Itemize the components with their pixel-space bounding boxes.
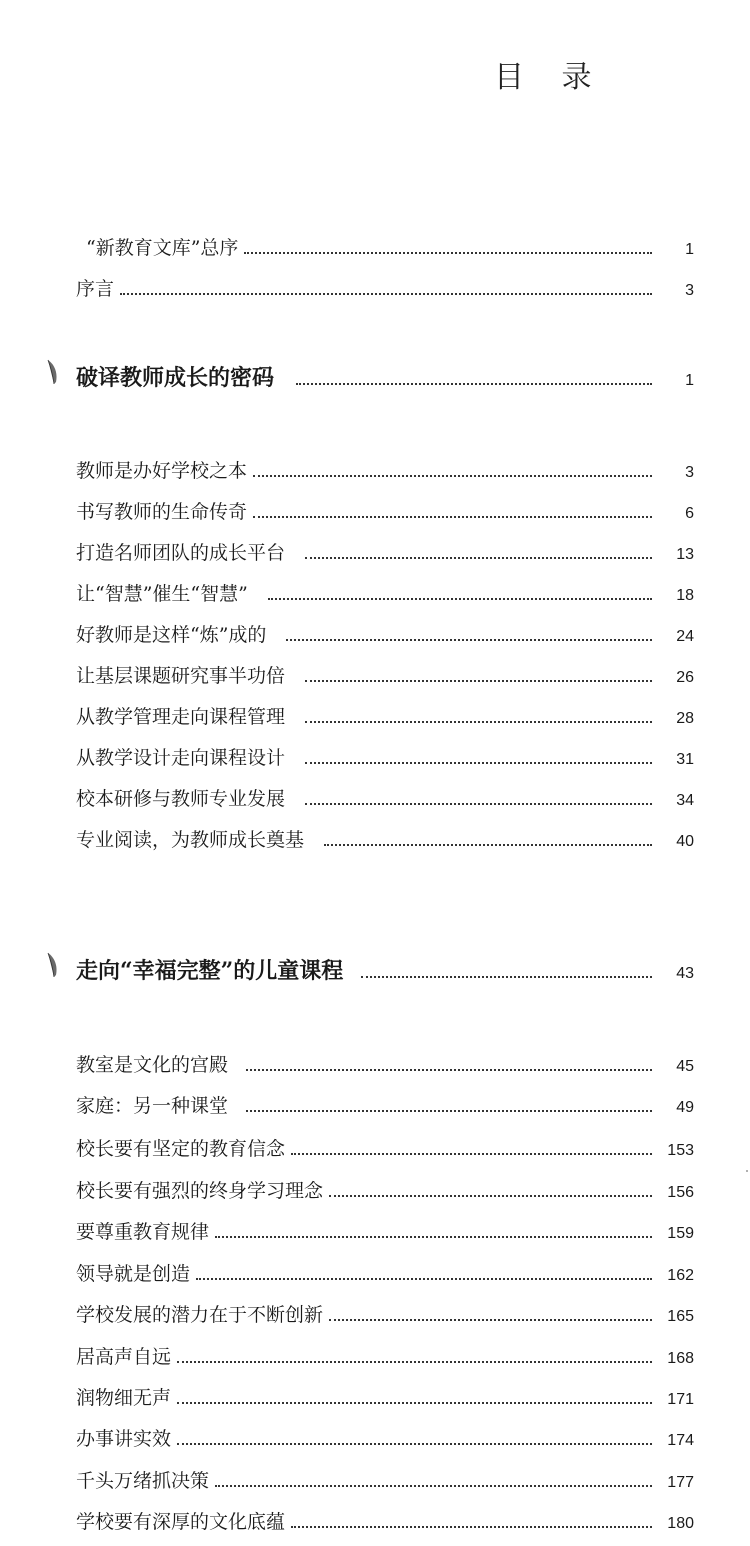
toc-entry-label: 办事讲实效 [76,1428,172,1450]
toc-leader-dots [329,1195,652,1197]
toc-leader-dots [215,1485,652,1487]
toc-leader-dots [177,1402,652,1404]
toc-page-number: 45 [676,1058,694,1075]
list-item [76,488,694,522]
toc-leader-dots [305,721,652,723]
toc-page-number: 3 [685,282,694,299]
list-item [76,652,694,686]
toc-page-number: 177 [667,1474,694,1491]
list-item [76,1374,694,1408]
list-item [76,1415,694,1449]
list-item [76,1333,694,1367]
toc-leader-dots [215,1236,652,1238]
toc-leader-dots [246,1110,652,1112]
toc-page-number: 168 [667,1350,694,1367]
toc-page-number: 1 [685,241,694,258]
scan-speck [746,1170,748,1172]
toc-page-number: 162 [667,1267,694,1284]
list-item [76,775,694,809]
list-item [76,570,694,604]
toc-entry-label: 教室是文化的宫殿 [76,1054,229,1076]
toc-leader-dots [329,1319,652,1321]
toc-entry-label: 专业阅读，为教师成长奠基 [76,829,305,851]
toc-leader-dots [253,475,652,477]
toc-entry-label: 学校发展的潜力在于不断创新 [76,1304,324,1326]
toc-page-number: 3 [685,464,694,481]
toc-leader-dots [305,803,652,805]
toc-page-number: 159 [667,1225,694,1242]
toc-page-number: 153 [667,1142,694,1159]
list-item [76,529,694,563]
list-item [76,1041,694,1075]
list-item [76,1082,694,1116]
toc-leader-dots [296,383,652,385]
toc-entry-label: 校长要有坚定的教育信念 [76,1138,286,1160]
toc-leader-dots [177,1361,652,1363]
list-item [76,1498,694,1532]
toc-entry-label: 从教学设计走向课程设计 [76,747,286,769]
toc-page-number: 171 [667,1391,694,1408]
toc-entry-label: “新教育文库”总序 [86,237,239,259]
toc-leader-dots [305,762,652,764]
list-item [76,1457,694,1491]
list-item [76,611,694,645]
toc-page-number: 28 [676,710,694,727]
toc-page-number: 34 [676,792,694,809]
list-item [76,1125,694,1159]
toc-page-number: 174 [667,1432,694,1449]
toc-entry-label: 校长要有强烈的终身学习理念 [76,1180,324,1202]
toc-leader-dots [361,976,652,978]
list-item [76,693,694,727]
toc-page-number: 43 [676,965,694,982]
toc-leader-dots [253,516,652,518]
toc-page-number: 6 [685,505,694,522]
toc-page-number: 49 [676,1099,694,1116]
toc-entry-label: 领导就是创造 [76,1263,191,1285]
toc-page-number: 18 [676,587,694,604]
toc-entry-label: 教师是办好学校之本 [76,460,248,482]
toc-entry-label: 打造名师团队的成长平台 [76,542,286,564]
toc-page-number: 156 [667,1184,694,1201]
toc-entry-label: 让“智慧”催生“智慧” [76,583,248,605]
toc-page-number: 24 [676,628,694,645]
toc-page-number: 26 [676,669,694,686]
toc-leader-dots [305,557,652,559]
list-item [76,447,694,481]
list-item [76,1208,694,1242]
toc-leader-dots [305,680,652,682]
list-item [76,1291,694,1325]
toc-leader-dots [120,293,652,295]
toc-leader-dots [196,1278,652,1280]
section-title: 破译教师成长的密码 [76,365,275,391]
toc-entry-label: 校本研修与教师专业发展 [76,788,286,810]
quill-pen-icon [44,951,62,979]
toc-page-number: 13 [676,546,694,563]
section-heading-2 [76,948,694,982]
toc-leader-dots [286,639,652,641]
list-item [76,816,694,850]
toc-leader-dots [246,1069,652,1071]
toc-entry-label: 让基层课题研究事半功倍 [76,665,286,687]
section-title: 走向“幸福完整”的儿童课程 [76,958,344,984]
toc-leader-dots [244,252,652,254]
toc-page-number: 1 [685,372,694,389]
toc-page-number: 165 [667,1308,694,1325]
toc-entry-label: 从教学管理走向课程管理 [76,706,286,728]
list-item [76,1167,694,1201]
list-item [76,734,694,768]
list-item [76,1250,694,1284]
toc-entry-label: 千头万绪抓决策 [76,1470,210,1492]
toc-entry-preface [76,265,694,299]
toc-page-number: 31 [676,751,694,768]
toc-entry-label: 好教师是这样“炼”成的 [76,624,267,646]
toc-entry-preface-series [86,224,694,258]
toc-entry-label: 学校要有深厚的文化底蕴 [76,1511,286,1533]
section-heading-1 [76,355,694,389]
toc-leader-dots [268,598,652,600]
toc-page-number: 40 [676,833,694,850]
page-title: 目 录 [494,60,606,95]
toc-entry-label: 居高声自远 [76,1346,172,1368]
quill-pen-icon [44,358,62,386]
toc-leader-dots [291,1153,652,1155]
toc-entry-label: 序言 [76,278,115,300]
toc-entry-label: 家庭：另一种课堂 [76,1095,229,1117]
toc-leader-dots [291,1526,652,1528]
toc-leader-dots [324,844,652,846]
toc-entry-label: 要尊重教育规律 [76,1221,210,1243]
toc-entry-label: 润物细无声 [76,1387,172,1409]
toc-leader-dots [177,1443,652,1445]
toc-entry-label: 书写教师的生命传奇 [76,501,248,523]
toc-page-number: 180 [667,1515,694,1532]
